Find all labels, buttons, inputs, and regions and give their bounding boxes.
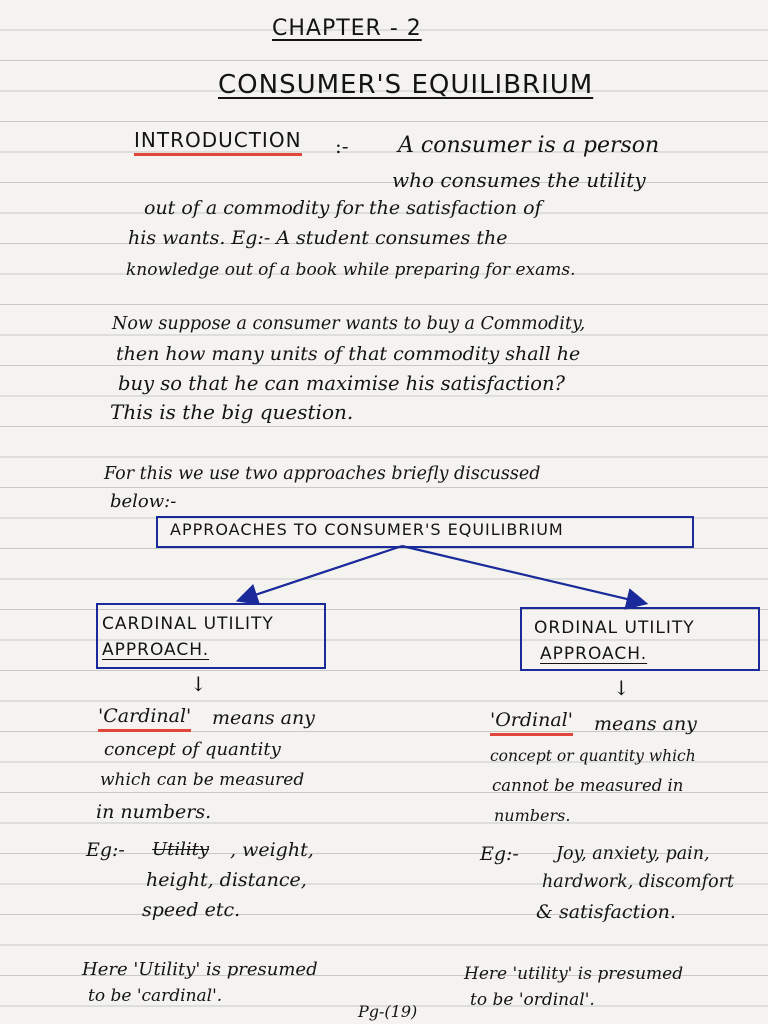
ordinal-line-1: means any: [594, 713, 697, 735]
chapter-heading: CHAPTER - 2: [272, 16, 422, 41]
ordinal-term: 'Ordinal': [490, 708, 573, 736]
ordinal-line-2: concept or quantity which: [490, 747, 696, 765]
cardinal-box-line-1: CARDINAL UTILITY: [102, 614, 274, 634]
intro-line-4: his wants. Eg:- A student consumes the: [128, 227, 508, 249]
introduction-label: INTRODUCTION: [134, 128, 302, 156]
page-number: Pg-(19): [358, 1002, 418, 1021]
ordinal-eg-line-2: hardwork, discomfort: [542, 872, 735, 892]
cardinal-eg-struck: Utility: [152, 839, 210, 860]
intro-line-2: who consumes the utility: [392, 168, 646, 192]
cardinal-box-line-2: APPROACH.: [102, 640, 210, 660]
ordinal-line-4: numbers.: [494, 806, 571, 825]
approaches-line-2: below:-: [110, 491, 177, 512]
ordinal-eg-line-3: & satisfaction.: [536, 901, 676, 923]
ordinal-eg-line-1: Joy, anxiety, pain,: [556, 844, 710, 864]
intro-line-5: knowledge out of a book while preparing for exams.: [126, 260, 576, 280]
intro-line-3: out of a commodity for the satisfaction of: [144, 197, 542, 219]
cardinal-down-arrow: ↓: [190, 672, 207, 696]
cardinal-eg-line-3: speed etc.: [142, 899, 241, 921]
intro-line-1: A consumer is a person: [398, 133, 660, 158]
cardinal-note-line-1: Here 'Utility' is presumed: [82, 959, 318, 980]
ordinal-eg-label: Eg:-: [480, 843, 519, 865]
cardinal-line-1: means any: [212, 707, 315, 729]
cardinal-eg-line-2: height, distance,: [146, 869, 307, 891]
arrow-to-ordinal: [402, 546, 644, 603]
cardinal-term: 'Cardinal': [98, 704, 191, 732]
question-line-3: buy so that he can maximise his satisfaction?: [118, 372, 565, 395]
introduction-separator: :-: [335, 134, 349, 158]
question-line-1: Now suppose a consumer wants to buy a Commodity,: [112, 314, 586, 334]
ordinal-line-3: cannot be measured in: [492, 776, 684, 795]
question-line-2: then how many units of that commodity shall he: [116, 343, 581, 365]
arrow-to-cardinal: [240, 546, 402, 600]
page-title: CONSUMER'S EQUILIBRIUM: [218, 70, 594, 100]
cardinal-eg-line-1: , weight,: [230, 839, 314, 861]
ordinal-note-line-2: to be 'ordinal'.: [470, 990, 595, 1010]
cardinal-note-line-2: to be 'cardinal'.: [88, 986, 223, 1006]
cardinal-eg-label: Eg:-: [86, 839, 125, 861]
ordinal-box-line-1: ORDINAL UTILITY: [534, 618, 695, 638]
cardinal-line-4: in numbers.: [96, 801, 212, 823]
approaches-root-label: APPROACHES TO CONSUMER'S EQUILIBRIUM: [170, 520, 564, 539]
ordinal-down-arrow: ↓: [613, 676, 630, 700]
cardinal-line-2: concept of quantity: [104, 739, 281, 760]
cardinal-line-3: which can be measured: [100, 770, 305, 790]
approaches-line-1: For this we use two approaches briefly discussed: [104, 464, 541, 484]
ordinal-note-line-1: Here 'utility' is presumed: [464, 964, 684, 984]
ordinal-box-line-2: APPROACH.: [540, 644, 648, 664]
question-line-4: This is the big question.: [110, 400, 354, 424]
